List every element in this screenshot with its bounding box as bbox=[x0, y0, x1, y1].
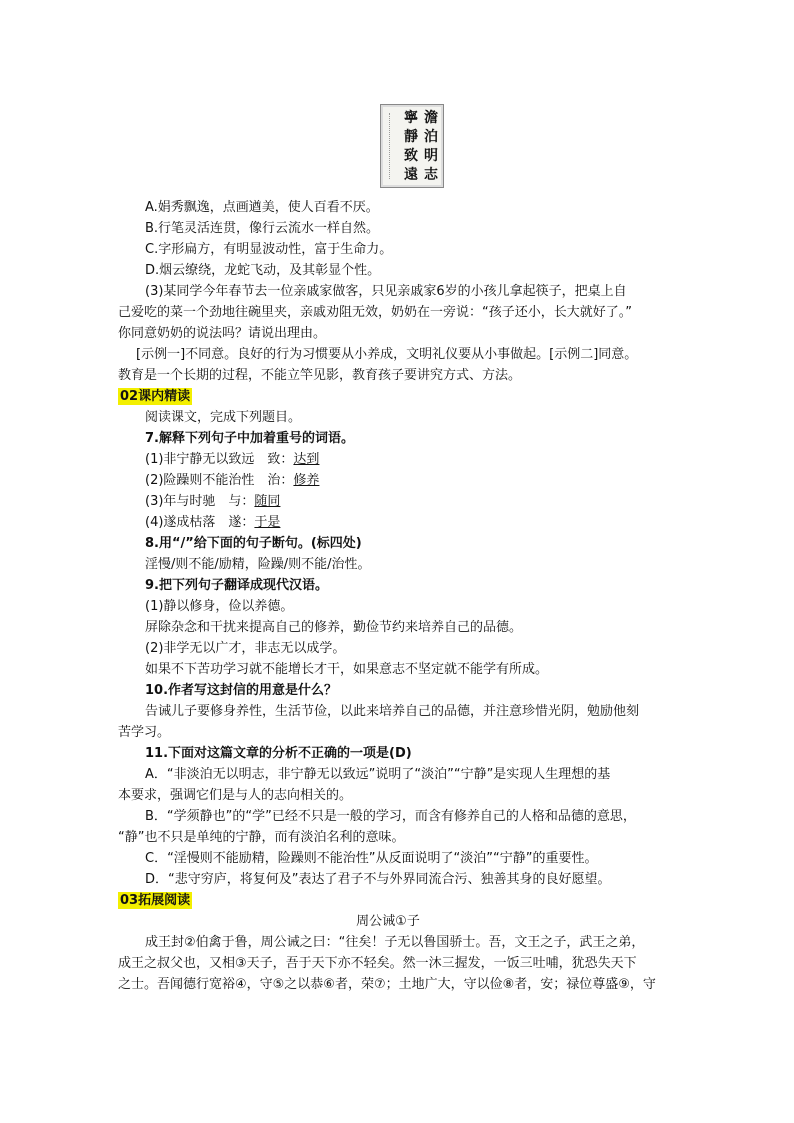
text-line bbox=[118, 722, 678, 743]
text-line-content: 苦学习。 bbox=[118, 725, 171, 740]
text-line-content: (1)静以修身，俭以养德。 bbox=[145, 599, 294, 614]
text-line-content: 教育是一个长期的过程，不能立竿见影，教育孩子要讲究方式、方法。 bbox=[118, 368, 522, 383]
text-line bbox=[118, 197, 678, 218]
text-line-content: 7.解释下列句子中加着重号的词语。 bbox=[145, 431, 354, 446]
text-line-content: A.娟秀飘逸，点画遒美，使人百看不厌。 bbox=[145, 200, 379, 215]
text-line bbox=[118, 470, 678, 491]
text-line-content: 你同意奶奶的说法吗？请说出理由。 bbox=[118, 326, 327, 341]
text-line bbox=[118, 407, 678, 428]
text-line-content: 11.下面对这篇文章的分析不正确的一项是(D) bbox=[145, 746, 412, 761]
answer-underlined: 达到 bbox=[293, 452, 320, 467]
text-line-content: 9.把下列句子翻译成现代汉语。 bbox=[145, 578, 328, 593]
text-line bbox=[118, 848, 678, 869]
calligraphy-signature bbox=[389, 113, 398, 179]
text-line-content: D．“悲守穷庐，将复何及”表达了君子不与外界同流合污、独善其身的良好愿望。 bbox=[145, 872, 611, 887]
text-line bbox=[118, 260, 678, 281]
text-line bbox=[118, 701, 678, 722]
text-line-content: 8.用“/”给下面的句子断句。(标四处) bbox=[145, 536, 362, 551]
text-line-content: [示例一]不同意。良好的行为习惯要从小养成，文明礼仪要从小事做起。[示例二]同意。 bbox=[136, 347, 638, 362]
text-line bbox=[118, 785, 678, 806]
text-line bbox=[118, 218, 678, 239]
text-line-content: (1)非宁静无以致远 致： bbox=[145, 452, 294, 467]
text-line bbox=[118, 302, 678, 323]
text-line-content: D.烟云缭绕，龙蛇飞动，及其彰显个性。 bbox=[145, 263, 381, 278]
text-line-content: 周公诫①子 bbox=[356, 914, 420, 929]
text-line bbox=[118, 974, 678, 995]
text-line bbox=[118, 869, 678, 890]
text-line-content: 淫慢/则不能/励精，险躁/则不能/治性。 bbox=[145, 557, 371, 572]
text-line-content: 己爱吃的菜一个劲地往碗里夹，亲戚劝阻无效，奶奶在一旁说：“孩子还小，长大就好了。” bbox=[118, 305, 632, 320]
text-line bbox=[118, 365, 678, 386]
calligraphy-column-left: 寧靜致遠 bbox=[404, 110, 418, 183]
text-line-content: (2)险躁则不能治性 治： bbox=[145, 473, 294, 488]
document-text bbox=[118, 197, 678, 995]
text-line-content: A．“非淡泊无以明志，非宁静无以致远”说明了“淡泊”“宁静”是实现人生理想的基 bbox=[145, 767, 611, 782]
text-line bbox=[118, 533, 678, 554]
passage-title bbox=[118, 911, 678, 932]
text-line-content: 阅读课文，完成下列题目。 bbox=[145, 410, 302, 425]
text-line-content: (3)某同学今年春节去一位亲戚家做客，只见亲戚家6岁的小孩儿拿起筷子，把桌上自 bbox=[145, 284, 627, 299]
text-line-content: 告诫儿子要修身养性，生活节俭，以此来培养自己的品德，并注意珍惜光阴，勉励他刻 bbox=[145, 704, 640, 719]
text-line-content: B.行笔灵活连贯，像行云流水一样自然。 bbox=[145, 221, 380, 236]
text-line-content: C.字形扁方，有明显波动性，富于生命力。 bbox=[145, 242, 393, 257]
text-line bbox=[118, 428, 678, 449]
text-line-content: 本要求，强调它们是与人的志向相关的。 bbox=[118, 788, 353, 803]
answer-underlined: 于是 bbox=[254, 515, 281, 530]
text-line bbox=[118, 680, 678, 701]
section-heading bbox=[118, 890, 678, 911]
text-line-content: 屏除杂念和干扰来提高自己的修养，勤俭节约来培养自己的品德。 bbox=[145, 620, 523, 635]
answer-underlined: 随同 bbox=[254, 494, 281, 509]
text-line bbox=[118, 659, 678, 680]
text-line-content: (3)年与时驰 与： bbox=[145, 494, 255, 509]
text-line bbox=[118, 512, 678, 533]
text-line bbox=[118, 281, 678, 302]
text-line bbox=[118, 344, 678, 365]
text-line-content: (2)非学无以广才，非志无以成学。 bbox=[145, 641, 346, 656]
text-line-content: 如果不下苦功学习就不能增长才干，如果意志不坚定就不能学有所成。 bbox=[145, 662, 549, 677]
section-heading-label: 03拓展阅读 bbox=[120, 893, 191, 908]
text-line bbox=[118, 323, 678, 344]
text-line-content: “静”也不只是单纯的宁静，而有淡泊名利的意味。 bbox=[118, 830, 405, 845]
text-line bbox=[118, 449, 678, 470]
text-line bbox=[118, 575, 678, 596]
text-line bbox=[118, 827, 678, 848]
text-line bbox=[118, 953, 678, 974]
text-line-content: 成王封②伯禽于鲁，周公诫之曰：“往矣！子无以鲁国骄士。吾，文王之子，武王之弟， bbox=[145, 935, 645, 950]
calligraphy-image bbox=[380, 104, 444, 188]
calligraphy-column-right: 澹泊明志 bbox=[424, 110, 438, 183]
text-line-content: 之士。吾闻德行宽裕④，守⑤之以恭⑥者，荣⑦；土地广大，守以俭⑧者，安；禄位尊盛⑨，守 bbox=[118, 977, 656, 992]
text-line bbox=[118, 596, 678, 617]
text-line bbox=[118, 764, 678, 785]
text-line bbox=[118, 638, 678, 659]
text-line bbox=[118, 743, 678, 764]
text-line bbox=[118, 806, 678, 827]
text-line bbox=[118, 491, 678, 512]
text-line bbox=[118, 239, 678, 260]
text-line bbox=[118, 617, 678, 638]
text-line bbox=[118, 554, 678, 575]
text-line-content: B．“学须静也”的“学”已经不只是一般的学习，而含有修养自己的人格和品德的意思， bbox=[145, 809, 636, 824]
text-line-content: 10.作者写这封信的用意是什么？ bbox=[145, 683, 338, 698]
text-line-content: 成王之叔父也，又相③天子，吾于天下亦不轻矣。然一沐三握发，一饭三吐哺，犹恐失天下 bbox=[118, 956, 637, 971]
text-line-content: (4)遂成枯落 遂： bbox=[145, 515, 255, 530]
section-heading bbox=[118, 386, 678, 407]
text-line bbox=[118, 932, 678, 953]
text-line-content: C．“淫慢则不能励精，险躁则不能治性”从反面说明了“淡泊”“宁静”的重要性。 bbox=[145, 851, 598, 866]
answer-underlined: 修养 bbox=[293, 473, 320, 488]
section-heading-label: 02课内精读 bbox=[120, 389, 191, 404]
